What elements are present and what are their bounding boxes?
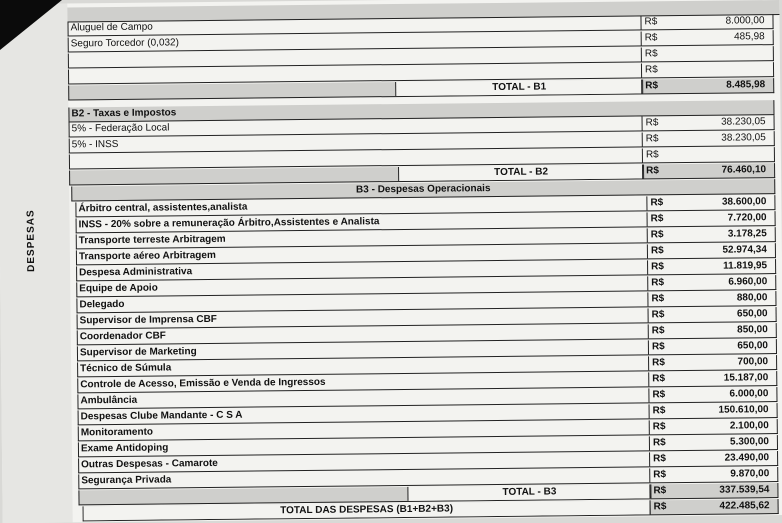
row-label: Seguro Torcedor (0,032) <box>70 37 179 50</box>
row-value: 650,00 <box>736 308 768 320</box>
total-label: TOTAL - B2 <box>398 164 644 181</box>
row-value: 11.819,95 <box>723 260 768 272</box>
currency-cell: R$ <box>641 78 777 93</box>
row-value: 6.000,00 <box>729 388 769 400</box>
currency-cell: R$ <box>648 339 780 354</box>
row-label: Supervisor de Marketing <box>79 346 197 359</box>
row-value: 880,00 <box>736 292 768 304</box>
currency-cell: R$ <box>650 499 782 514</box>
row-label: Equipe de Apoio <box>79 282 158 295</box>
row-label: Coordenador CBF <box>79 330 166 343</box>
page-corner-shadow <box>0 0 62 50</box>
currency-cell: R$ <box>642 147 778 162</box>
currency-cell: R$ <box>642 131 778 146</box>
currency-cell: R$ <box>648 371 780 386</box>
currency-cell: R$ <box>648 355 780 370</box>
total-value: 76.460,10 <box>721 164 767 176</box>
section-header-label: B3 - Despesas Operacionais <box>355 183 491 196</box>
row-label: Técnico de Súmula <box>80 362 172 375</box>
row-label: Transporte terreste Arbitragem <box>78 233 226 247</box>
total-label: TOTAL - B1 <box>395 79 643 96</box>
currency-cell: R$ <box>649 483 781 498</box>
row-value: 23.490,00 <box>724 452 770 464</box>
section-header-label: B2 - Taxas e Impostos <box>71 107 177 120</box>
row-label: Controle de Acesso, Emissão e Venda de Ingressos <box>80 376 326 391</box>
row-value: 38.600,00 <box>721 196 767 208</box>
currency-cell: R$ <box>649 451 781 466</box>
row-label: Delegado <box>79 298 125 311</box>
total-value: 337.539,54 <box>719 484 770 496</box>
currency-cell: R$ <box>649 403 781 418</box>
row-value: 3.178,25 <box>727 228 767 240</box>
currency-cell: R$ <box>647 227 779 242</box>
left-column <box>0 3 73 523</box>
row-label: Árbitro central, assistentes,analista <box>78 201 248 215</box>
row-value: 5.300,00 <box>729 436 769 448</box>
row-value: 850,00 <box>737 324 768 336</box>
row-value: 6.960,00 <box>728 276 768 288</box>
row-label: Aluguel de Campo <box>70 21 153 34</box>
row-label: Segurança Privada <box>81 474 172 487</box>
currency-cell: R$ <box>649 435 781 450</box>
row-label: Supervisor de Imprensa CBF <box>79 313 217 327</box>
total-label: TOTAL - B3 <box>407 484 651 501</box>
row-value: 7.720,00 <box>727 212 767 224</box>
currency-cell: R$ <box>642 115 778 130</box>
currency-cell: R$ <box>648 323 780 338</box>
currency-cell: R$ <box>647 211 779 226</box>
row-label: 5% - Federação Local <box>71 122 170 135</box>
currency-cell: R$ <box>642 163 778 178</box>
currency-cell: R$ <box>641 46 777 61</box>
grand-total-label: TOTAL DAS DESPESAS (B1+B2+B3) <box>84 500 651 520</box>
row-label: Ambulância <box>80 394 138 407</box>
row-label: 5% - INSS <box>71 138 119 151</box>
row-label: Outras Despesas - Camarote <box>81 457 218 471</box>
row-value: 8.000,00 <box>725 15 765 27</box>
currency-cell: R$ <box>649 419 781 434</box>
row-label: Transporte aéreo Arbitragem <box>78 249 216 263</box>
row-value: 38.230,05 <box>721 132 766 144</box>
section-label: DESPESAS <box>25 209 38 272</box>
currency-cell: R$ <box>641 30 777 45</box>
currency-cell: R$ <box>647 275 779 290</box>
row-label: Despesas Clube Mandante - C S A <box>80 409 243 423</box>
currency-cell: R$ <box>649 467 781 482</box>
row-value: 2.100,00 <box>729 420 769 432</box>
grand-total-value: 422.485,62 <box>719 500 770 512</box>
row-value: 15.187,00 <box>723 372 769 384</box>
currency-cell: R$ <box>648 307 780 322</box>
currency-cell: R$ <box>646 195 778 210</box>
row-label: Despesa Administrativa <box>79 266 193 279</box>
currency-cell: R$ <box>647 243 779 258</box>
total-value: 8.485,98 <box>726 79 766 91</box>
row-value: 485,98 <box>734 31 765 43</box>
currency-cell: R$ <box>648 387 780 402</box>
row-value: 700,00 <box>737 356 769 368</box>
row-value: 9.870,00 <box>730 468 770 480</box>
row-label: INSS - 20% sobre a remuneração Árbitro,Assistentes e Analista <box>78 216 380 231</box>
row-value: 38.230,05 <box>721 116 766 128</box>
row-label: Monitoramento <box>80 426 154 439</box>
row-value: 650,00 <box>737 340 768 352</box>
row-label: Exame Antidoping <box>80 442 169 455</box>
currency-cell: R$ <box>640 14 776 29</box>
row-value: 150.610,00 <box>718 404 769 416</box>
currency-cell: R$ <box>647 259 779 274</box>
currency-cell: R$ <box>641 62 777 77</box>
row-value: 52.974,34 <box>722 244 767 256</box>
currency-cell: R$ <box>647 291 779 306</box>
